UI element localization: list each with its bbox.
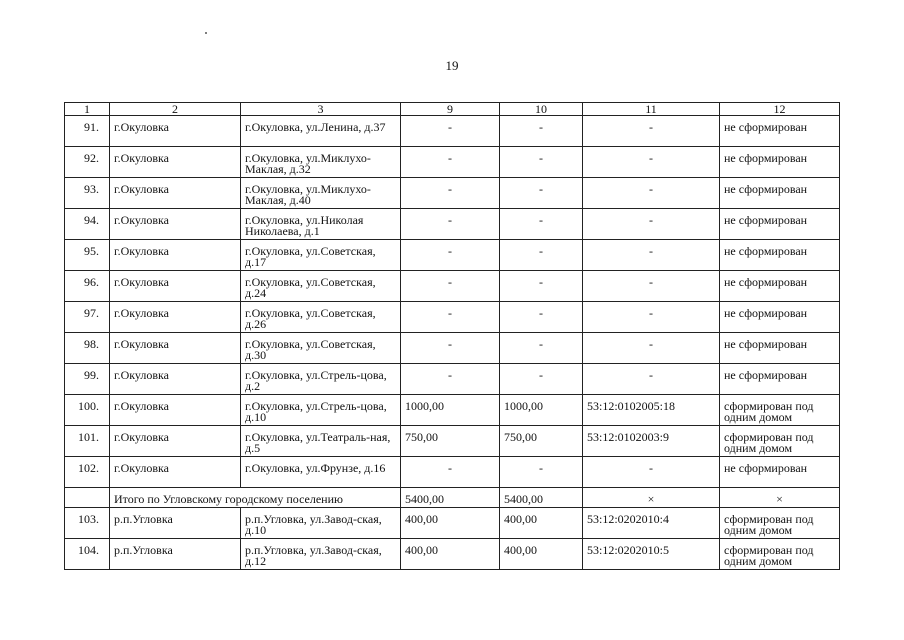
table-row: [65, 364, 840, 395]
column-11-cell: -: [583, 302, 720, 333]
table-row: [65, 395, 840, 426]
table-header-row: [65, 103, 840, 116]
column-11-cell: -: [583, 457, 720, 488]
address-cell: г.Окуловка, ул.Ленина, д.37: [241, 116, 401, 147]
total-column-11-cell: ×: [583, 488, 720, 508]
scan-speck: [205, 32, 207, 34]
column-10-cell: -: [500, 364, 583, 395]
column-9-cell: 400,00: [401, 508, 500, 539]
header-cell: 3: [241, 103, 401, 116]
address-cell: г.Окуловка, ул.Советская, д.26: [241, 302, 401, 333]
column-12-cell: не сформирован: [720, 457, 840, 488]
column-10-cell: -: [500, 240, 583, 271]
column-12-cell: не сформирован: [720, 333, 840, 364]
column-11-cell: -: [583, 209, 720, 240]
total-row: [65, 488, 840, 508]
header-cell: 1: [65, 103, 110, 116]
address-cell: г.Окуловка, ул.Стрель-цова, д.2: [241, 364, 401, 395]
row-number-cell: 96.: [65, 271, 110, 302]
row-number-cell: 94.: [65, 209, 110, 240]
column-9-cell: -: [401, 333, 500, 364]
address-cell: г.Окуловка, ул.Советская, д.17: [241, 240, 401, 271]
total-label-cell: Итого по Угловскому городскому поселению: [110, 488, 401, 508]
table-row: [65, 147, 840, 178]
settlement-cell: г.Окуловка: [110, 116, 241, 147]
table-row: [65, 240, 840, 271]
column-12-cell: не сформирован: [720, 116, 840, 147]
column-11-cell: 53:12:0202010:5: [583, 539, 720, 570]
column-10-cell: 1000,00: [500, 395, 583, 426]
column-10-cell: -: [500, 116, 583, 147]
column-10-cell: 750,00: [500, 426, 583, 457]
column-11-cell: -: [583, 333, 720, 364]
page-number: 19: [445, 58, 459, 73]
address-cell: г.Окуловка, ул.Советская, д.24: [241, 271, 401, 302]
table-body: [65, 103, 840, 570]
address-cell: г.Окуловка, ул.Театраль-ная, д.5: [241, 426, 401, 457]
settlement-cell: г.Окуловка: [110, 364, 241, 395]
column-9-cell: -: [401, 457, 500, 488]
column-9-cell: -: [401, 178, 500, 209]
column-11-cell: -: [583, 147, 720, 178]
row-number-cell: 102.: [65, 457, 110, 488]
column-10-cell: 400,00: [500, 508, 583, 539]
header-cell: 9: [401, 103, 500, 116]
row-number-cell: 99.: [65, 364, 110, 395]
table-row: [65, 302, 840, 333]
column-11-cell: -: [583, 364, 720, 395]
row-number-cell: 98.: [65, 333, 110, 364]
table-row: [65, 271, 840, 302]
column-11-cell: -: [583, 271, 720, 302]
row-number-cell: 101.: [65, 426, 110, 457]
column-10-cell: -: [500, 209, 583, 240]
settlement-cell: г.Окуловка: [110, 178, 241, 209]
address-cell: г.Окуловка, ул.Миклухо-Маклая, д.40: [241, 178, 401, 209]
settlement-cell: г.Окуловка: [110, 457, 241, 488]
table-row: [65, 539, 840, 570]
table-row: [65, 209, 840, 240]
column-12-cell: не сформирован: [720, 209, 840, 240]
table-row: [65, 178, 840, 209]
total-column-12-cell: ×: [720, 488, 840, 508]
column-11-cell: 53:12:0102005:18: [583, 395, 720, 426]
row-number-cell: 93.: [65, 178, 110, 209]
column-12-cell: не сформирован: [720, 302, 840, 333]
column-10-cell: -: [500, 178, 583, 209]
column-11-cell: 53:12:0202010:4: [583, 508, 720, 539]
column-12-cell: не сформирован: [720, 178, 840, 209]
column-12-cell: не сформирован: [720, 147, 840, 178]
row-number-cell: 103.: [65, 508, 110, 539]
column-9-cell: -: [401, 302, 500, 333]
column-9-cell: 1000,00: [401, 395, 500, 426]
column-10-cell: -: [500, 457, 583, 488]
column-12-cell: сформирован под одним домом: [720, 539, 840, 570]
table-row: [65, 426, 840, 457]
settlement-cell: г.Окуловка: [110, 271, 241, 302]
settlement-cell: г.Окуловка: [110, 147, 241, 178]
header-cell: 12: [720, 103, 840, 116]
column-9-cell: 400,00: [401, 539, 500, 570]
column-9-cell: -: [401, 240, 500, 271]
column-10-cell: -: [500, 147, 583, 178]
row-number-cell: 91.: [65, 116, 110, 147]
table-row: [65, 333, 840, 364]
address-cell: г.Окуловка, ул.Николая Николаева, д.1: [241, 209, 401, 240]
column-9-cell: -: [401, 116, 500, 147]
address-cell: г.Окуловка, ул.Советская, д.30: [241, 333, 401, 364]
settlement-cell: г.Окуловка: [110, 426, 241, 457]
housing-table: [64, 102, 840, 570]
header-cell: 10: [500, 103, 583, 116]
column-10-cell: -: [500, 333, 583, 364]
table-row: [65, 457, 840, 488]
address-cell: г.Окуловка, ул.Стрель-цова, д.10: [241, 395, 401, 426]
column-10-cell: 400,00: [500, 539, 583, 570]
column-9-cell: 750,00: [401, 426, 500, 457]
column-9-cell: -: [401, 364, 500, 395]
total-column-10-cell: 5400,00: [500, 488, 583, 508]
column-12-cell: сформирован под одним домом: [720, 426, 840, 457]
column-11-cell: 53:12:0102003:9: [583, 426, 720, 457]
address-cell: г.Окуловка, ул.Миклухо-Маклая, д.32: [241, 147, 401, 178]
address-cell: р.п.Угловка, ул.Завод-ская, д.10: [241, 508, 401, 539]
row-number-cell: 92.: [65, 147, 110, 178]
settlement-cell: г.Окуловка: [110, 240, 241, 271]
row-number-cell: 97.: [65, 302, 110, 333]
column-12-cell: сформирован под одним домом: [720, 508, 840, 539]
settlement-cell: г.Окуловка: [110, 333, 241, 364]
table-row: [65, 508, 840, 539]
table-row: [65, 116, 840, 147]
column-12-cell: не сформирован: [720, 240, 840, 271]
column-9-cell: -: [401, 271, 500, 302]
column-11-cell: -: [583, 116, 720, 147]
row-number-cell: 95.: [65, 240, 110, 271]
column-9-cell: -: [401, 147, 500, 178]
settlement-cell: г.Окуловка: [110, 209, 241, 240]
total-empty-cell: [65, 488, 110, 508]
address-cell: р.п.Угловка, ул.Завод-ская, д.12: [241, 539, 401, 570]
total-column-9-cell: 5400,00: [401, 488, 500, 508]
header-cell: 11: [583, 103, 720, 116]
row-number-cell: 100.: [65, 395, 110, 426]
address-cell: г.Окуловка, ул.Фрунзе, д.16: [241, 457, 401, 488]
row-number-cell: 104.: [65, 539, 110, 570]
settlement-cell: р.п.Угловка: [110, 508, 241, 539]
settlement-cell: г.Окуловка: [110, 395, 241, 426]
settlement-cell: г.Окуловка: [110, 302, 241, 333]
header-cell: 2: [110, 103, 241, 116]
column-12-cell: не сформирован: [720, 271, 840, 302]
settlement-cell: р.п.Угловка: [110, 539, 241, 570]
column-11-cell: -: [583, 178, 720, 209]
column-12-cell: сформирован под одним домом: [720, 395, 840, 426]
column-11-cell: -: [583, 240, 720, 271]
column-10-cell: -: [500, 302, 583, 333]
column-10-cell: -: [500, 271, 583, 302]
column-12-cell: не сформирован: [720, 364, 840, 395]
column-9-cell: -: [401, 209, 500, 240]
